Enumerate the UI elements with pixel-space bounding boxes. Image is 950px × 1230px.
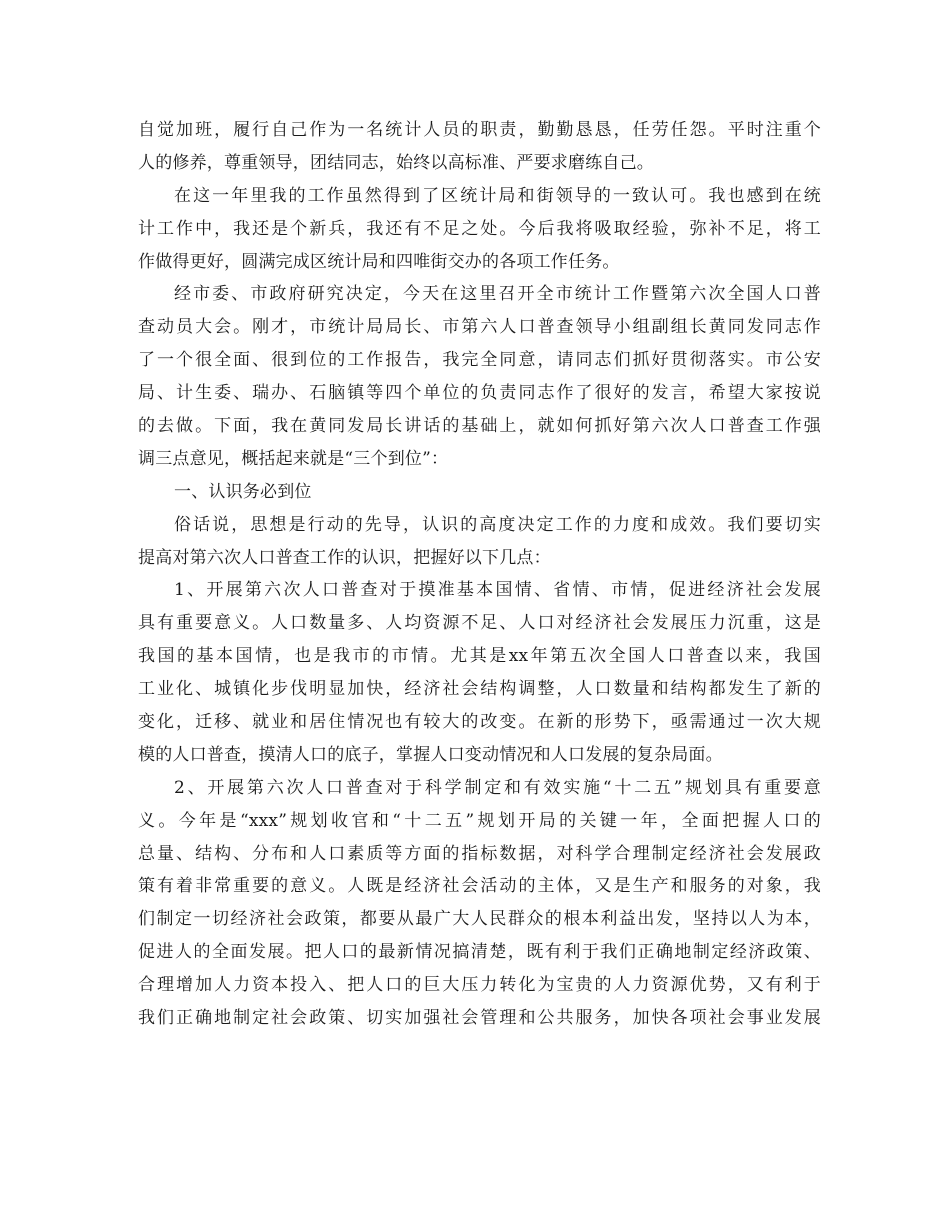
- text-line: 自觉加班，履行自己作为一名统计人员的职责，勤勤恳恳，任劳任怨。平时注重个: [138, 120, 821, 140]
- text-line: 促进人的全面发展。把人口的最新情况搞清楚，既有利于我们正确地制定经济政策、: [138, 942, 821, 963]
- text-line: 了一个很全面、很到位的工作报告，我完全同意，请同志们抓好贯彻落实。市公安: [138, 350, 821, 371]
- text-line: 策有着非常重要的意义。人既是经济社会活动的主体，又是生产和服务的对象，我: [138, 876, 821, 897]
- text-line: 变化，迁移、就业和居住情况也有较大的改变。在新的形势下，亟需通过一次大规: [138, 712, 821, 733]
- text-line: 在这一年里我的工作虽然得到了区统计局和街领导的一致认可。我也感到在统: [174, 185, 821, 206]
- text-line: 调三点意见，概括起来就是“三个到位”：: [138, 448, 449, 469]
- text-line: 提高对第六次人口普查工作的认识，把握好以下几点：: [138, 547, 551, 568]
- text-line: 局、计生委、瑞办、石脑镇等四个单位的负责同志作了很好的发言，希望大家按说: [138, 383, 821, 404]
- text-line: 的去做。下面，我在黄同发局长讲话的基础上，就如何抓好第六次人口普查工作强: [138, 416, 821, 437]
- text-line: 们制定一切经济社会政策，都要从最广大人民群众的根本利益出发，坚持以人为本，: [138, 909, 821, 930]
- text-line: 一、认识务必到位: [174, 481, 312, 502]
- text-line: 计工作中，我还是个新兵，我还有不足之处。今后我将吸取经验，弥补不足，将工: [138, 218, 821, 239]
- text-line: 经市委、市政府研究决定，今天在这里召开全市统计工作暨第六次全国人口普: [174, 284, 821, 305]
- text-line: 总量、结构、分布和人口素质等方面的指标数据，对科学合理制定经济社会发展政: [138, 843, 821, 864]
- text-line: 查动员大会。刚才，市统计局局长、市第六人口普查领导小组副组长黄同发同志作: [138, 317, 821, 338]
- document-body: [138, 114, 821, 1035]
- text-line: 具有重要意义。人口数量多、人均资源不足、人口对经济社会发展压力沉重，这是: [138, 613, 821, 634]
- text-line: 俗话说，思想是行动的先导，认识的高度决定工作的力度和成效。我们要切实: [174, 514, 821, 535]
- text-line: 工业化、城镇化步伐明显加快，经济社会结构调整，人口数量和结构都发生了新的: [138, 679, 821, 700]
- text-line: 我国的基本国情，也是我市的市情。尤其是xx年第五次全国人口普查以来，我国: [138, 646, 821, 667]
- text-line: 作做得更好，圆满完成区统计局和四唯街交办的各项工作任务。: [138, 251, 620, 272]
- text-line: 合理增加人力资本投入、把人口的巨大压力转化为宝贵的人力资源优势，又有利于: [138, 975, 821, 996]
- text-line: 我们正确地制定社会政策、切实加强社会管理和公共服务，加快各项社会事业发展: [138, 1008, 821, 1029]
- text-line: 1、开展第六次人口普查对于摸准基本国情、省情、市情，促进经济社会发展: [174, 580, 821, 601]
- text-line: 义。今年是“xxx”规划收官和“十二五”规划开局的关键一年，全面把握人口的: [138, 810, 821, 831]
- text-line: 2、开展第六次人口普查对于科学制定和有效实施“十二五”规划具有重要意: [174, 777, 821, 798]
- text-line: 模的人口普查，摸清人口的底子，掌握人口变动情况和人口发展的复杂局面。: [138, 744, 723, 765]
- text-line: 人的修养，尊重领导，团结同志，始终以高标准、严要求磨练自己。: [138, 152, 654, 173]
